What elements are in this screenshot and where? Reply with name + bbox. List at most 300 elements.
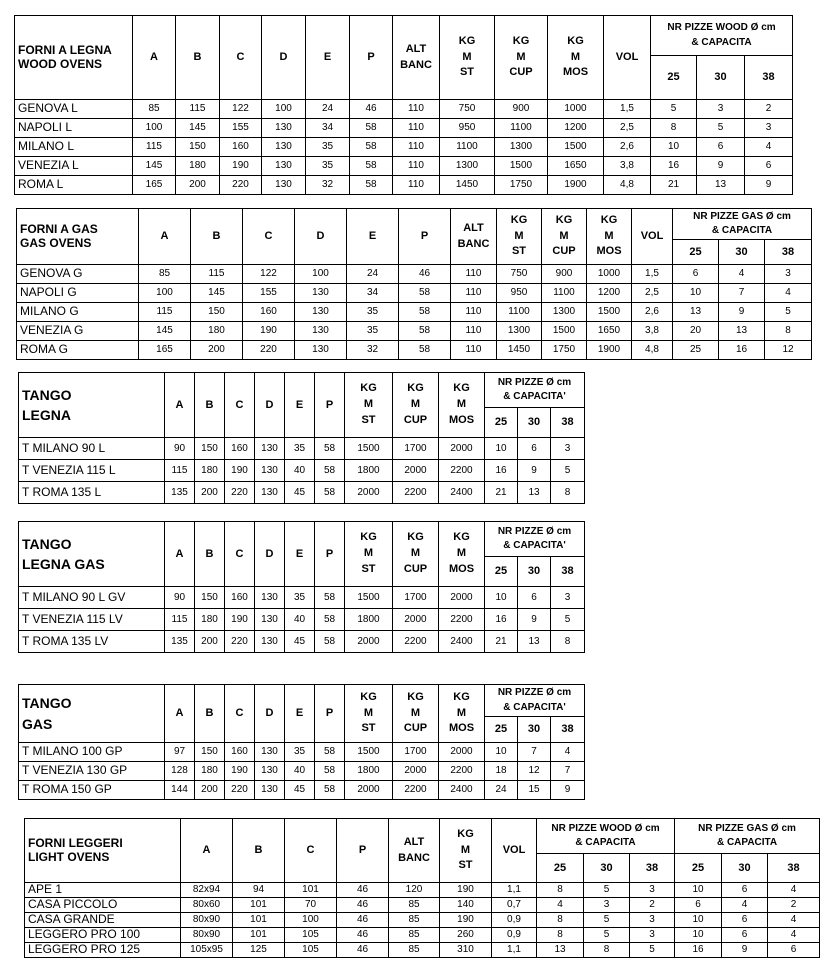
gas-ovens-table (16, 208, 812, 360)
row-value-cell: 130 (262, 119, 306, 138)
row-value-cell: 1700 (393, 587, 439, 609)
gas-capacity-size-30: 30 (722, 854, 768, 883)
row-value-cell: 145 (139, 322, 191, 341)
col-header-kg-m-st: KG M ST (345, 685, 393, 743)
capacity-size-38: 38 (745, 56, 793, 100)
row-value-cell: 135 (165, 482, 195, 504)
row-value-cell: 85 (389, 913, 440, 928)
row-value-cell: 190 (225, 609, 255, 631)
row-value-cell: 4,8 (604, 176, 651, 195)
row-value-cell: 85 (139, 265, 191, 284)
row-value-cell: 9 (518, 460, 551, 482)
table-title: TANGO LEGNA GAS (19, 522, 165, 587)
row-value-cell: 2200 (439, 609, 485, 631)
row-value-cell: 4 (768, 913, 820, 928)
row-model-name: APE 1 (25, 883, 181, 898)
row-value-cell: 105 (285, 943, 337, 958)
row-value-cell: 10 (485, 438, 518, 460)
capacity-header: NR PIZZE WOOD Ø cm & CAPACITA (651, 16, 793, 56)
row-value-cell: 200 (195, 631, 225, 653)
row-value-cell: 6 (722, 928, 768, 943)
row-value-cell: 310 (440, 943, 492, 958)
row-value-cell: 6 (722, 913, 768, 928)
row-value-cell: 180 (195, 762, 225, 781)
row-value-cell: 1650 (587, 322, 632, 341)
row-value-cell: 750 (497, 265, 542, 284)
table-row (15, 157, 793, 176)
row-value-cell: 100 (285, 913, 337, 928)
row-value-cell: 3 (551, 587, 585, 609)
col-header-a: A (133, 16, 176, 100)
col-header-kg-m-cup: KG M CUP (495, 16, 548, 100)
row-model-name: T ROMA 135 L (19, 482, 165, 504)
row-value-cell: 110 (393, 176, 440, 195)
row-model-name: VENEZIA L (15, 157, 133, 176)
row-value-cell: 5 (551, 609, 585, 631)
row-value-cell: 6 (768, 943, 820, 958)
row-value-cell: 4 (722, 898, 768, 913)
row-value-cell: 0,9 (492, 928, 537, 943)
wood-capacity-size-30: 30 (584, 854, 630, 883)
row-value-cell: 130 (255, 762, 285, 781)
row-value-cell: 35 (285, 438, 315, 460)
row-value-cell: 2,6 (632, 303, 673, 322)
row-value-cell: 150 (191, 303, 243, 322)
row-value-cell: 90 (165, 438, 195, 460)
row-value-cell: 9 (719, 303, 765, 322)
gas-capacity-size-25: 25 (675, 854, 722, 883)
row-value-cell: 16 (651, 157, 697, 176)
row-model-name: LEGGERO PRO 100 (25, 928, 181, 943)
row-value-cell: 180 (195, 460, 225, 482)
row-value-cell: 200 (191, 341, 243, 360)
row-value-cell: 8 (584, 943, 630, 958)
row-value-cell: 5 (651, 100, 697, 119)
gas-capacity-header: NR PIZZE GAS Ø cm & CAPACITA (675, 819, 820, 854)
row-value-cell: 100 (295, 265, 347, 284)
row-value-cell: 6 (697, 138, 745, 157)
row-value-cell: 13 (719, 322, 765, 341)
table-row (19, 482, 585, 504)
row-value-cell: 13 (518, 482, 551, 504)
row-value-cell: 85 (133, 100, 176, 119)
col-header-kg-m-cup: KG M CUP (393, 685, 439, 743)
row-value-cell: 1650 (548, 157, 604, 176)
row-value-cell: 128 (165, 762, 195, 781)
row-value-cell: 110 (393, 138, 440, 157)
row-value-cell: 180 (191, 322, 243, 341)
row-value-cell: 70 (285, 898, 337, 913)
capacity-size-38: 38 (551, 717, 585, 743)
row-value-cell: 35 (285, 743, 315, 762)
row-value-cell: 1100 (542, 284, 587, 303)
row-value-cell: 130 (255, 460, 285, 482)
row-value-cell: 7 (719, 284, 765, 303)
col-header-c: C (243, 209, 295, 265)
row-value-cell: 46 (399, 265, 451, 284)
row-value-cell: 115 (191, 265, 243, 284)
row-value-cell: 58 (315, 631, 345, 653)
row-value-cell: 3 (745, 119, 793, 138)
col-header-b: B (176, 16, 220, 100)
row-value-cell: 21 (485, 482, 518, 504)
row-value-cell: 160 (220, 138, 262, 157)
capacity-size-38: 38 (765, 240, 812, 265)
row-value-cell: 200 (176, 176, 220, 195)
row-value-cell: 58 (399, 322, 451, 341)
row-value-cell: 1500 (542, 322, 587, 341)
table-body (15, 100, 793, 195)
row-value-cell: 130 (295, 284, 347, 303)
row-value-cell: 750 (440, 100, 495, 119)
row-value-cell: 2000 (439, 438, 485, 460)
row-value-cell: 5 (584, 928, 630, 943)
row-value-cell: 2400 (439, 631, 485, 653)
row-value-cell: 100 (133, 119, 176, 138)
row-value-cell: 3 (630, 883, 675, 898)
col-header-b: B (233, 819, 285, 883)
row-value-cell: 190 (225, 460, 255, 482)
col-header-kg-m-mos: KG M MOS (439, 373, 485, 438)
wood-capacity-size-38: 38 (630, 854, 675, 883)
row-value-cell: 165 (139, 341, 191, 360)
row-value-cell: 105 (285, 928, 337, 943)
row-value-cell: 35 (347, 322, 399, 341)
row-value-cell: 150 (195, 743, 225, 762)
row-model-name: T VENEZIA 130 GP (19, 762, 165, 781)
row-value-cell: 35 (306, 157, 350, 176)
row-value-cell: 2000 (345, 631, 393, 653)
col-header-b: B (195, 522, 225, 587)
row-value-cell: 150 (195, 587, 225, 609)
row-value-cell: 24 (347, 265, 399, 284)
col-header-alt-banc: ALT BANC (393, 16, 440, 100)
row-value-cell: 12 (765, 341, 812, 360)
row-value-cell: 10 (651, 138, 697, 157)
table-row (17, 341, 812, 360)
row-value-cell: 2400 (439, 781, 485, 800)
row-value-cell: 130 (255, 781, 285, 800)
col-header-d: D (255, 522, 285, 587)
row-model-name: ROMA L (15, 176, 133, 195)
row-value-cell: 58 (399, 341, 451, 360)
row-value-cell: 140 (440, 898, 492, 913)
row-value-cell: 950 (497, 284, 542, 303)
table-row (19, 460, 585, 482)
row-value-cell: 85 (389, 928, 440, 943)
col-header-d: D (255, 373, 285, 438)
row-value-cell: 5 (697, 119, 745, 138)
light-ovens-table (24, 818, 820, 958)
row-model-name: T ROMA 150 GP (19, 781, 165, 800)
row-value-cell: 4,8 (632, 341, 673, 360)
table-row (25, 898, 820, 913)
row-value-cell: 0,9 (492, 913, 537, 928)
row-value-cell: 110 (451, 265, 497, 284)
row-value-cell: 1450 (497, 341, 542, 360)
row-value-cell: 82x94 (181, 883, 233, 898)
row-value-cell: 9 (697, 157, 745, 176)
row-value-cell: 13 (697, 176, 745, 195)
row-value-cell: 7 (551, 762, 585, 781)
row-value-cell: 35 (347, 303, 399, 322)
col-header-p: P (315, 685, 345, 743)
row-value-cell: 145 (191, 284, 243, 303)
col-header-kg-m-st: KG M ST (345, 373, 393, 438)
row-value-cell: 115 (165, 460, 195, 482)
row-value-cell: 80x90 (181, 928, 233, 943)
row-value-cell: 5 (584, 883, 630, 898)
col-header-e: E (285, 522, 315, 587)
table-title: TANGO LEGNA (19, 373, 165, 438)
row-value-cell: 80x60 (181, 898, 233, 913)
row-value-cell: 40 (285, 609, 315, 631)
row-value-cell: 160 (225, 743, 255, 762)
row-value-cell: 1750 (495, 176, 548, 195)
capacity-header: NR PIZZE Ø cm & CAPACITA' (485, 373, 585, 408)
row-value-cell: 9 (722, 943, 768, 958)
row-value-cell: 80x90 (181, 913, 233, 928)
row-value-cell: 1,5 (632, 265, 673, 284)
row-value-cell: 100 (139, 284, 191, 303)
tango-legna-table (18, 372, 585, 504)
row-value-cell: 1300 (495, 138, 548, 157)
col-header-vol: VOL (632, 209, 673, 265)
col-header-kg-m-mos: KG M MOS (439, 685, 485, 743)
table-row (17, 322, 812, 341)
table-row (19, 438, 585, 460)
table-body (19, 438, 585, 504)
col-header-b: B (195, 685, 225, 743)
row-value-cell: 6 (518, 587, 551, 609)
row-value-cell: 1900 (548, 176, 604, 195)
table-row (25, 928, 820, 943)
row-value-cell: 10 (675, 883, 722, 898)
row-model-name: ROMA G (17, 341, 139, 360)
row-value-cell: 125 (233, 943, 285, 958)
row-value-cell: 130 (255, 587, 285, 609)
row-value-cell: 8 (765, 322, 812, 341)
row-value-cell: 101 (233, 913, 285, 928)
row-value-cell: 220 (220, 176, 262, 195)
row-value-cell: 110 (451, 322, 497, 341)
col-header-alt-banc: ALT BANC (451, 209, 497, 265)
row-value-cell: 115 (133, 138, 176, 157)
row-value-cell: 130 (255, 609, 285, 631)
table-body (19, 587, 585, 653)
table-row (19, 609, 585, 631)
col-header-d: D (295, 209, 347, 265)
row-value-cell: 46 (337, 928, 389, 943)
row-value-cell: 110 (451, 341, 497, 360)
table-row (19, 587, 585, 609)
row-value-cell: 1300 (542, 303, 587, 322)
row-value-cell: 58 (350, 119, 393, 138)
row-value-cell: 1500 (345, 743, 393, 762)
row-value-cell: 130 (262, 176, 306, 195)
table-title: TANGO GAS (19, 685, 165, 743)
capacity-size-30: 30 (518, 408, 551, 438)
row-value-cell: 58 (315, 482, 345, 504)
col-header-c: C (225, 373, 255, 438)
row-value-cell: 10 (673, 284, 719, 303)
row-value-cell: 101 (285, 883, 337, 898)
table-title: FORNI A GAS GAS OVENS (17, 209, 139, 265)
table-row (17, 284, 812, 303)
row-value-cell: 94 (233, 883, 285, 898)
row-value-cell: 115 (176, 100, 220, 119)
row-value-cell: 110 (393, 157, 440, 176)
row-value-cell: 2000 (393, 762, 439, 781)
row-value-cell: 190 (225, 762, 255, 781)
row-model-name: GENOVA L (15, 100, 133, 119)
row-value-cell: 40 (285, 762, 315, 781)
row-value-cell: 145 (133, 157, 176, 176)
row-value-cell: 35 (306, 138, 350, 157)
row-value-cell: 8 (537, 883, 584, 898)
table-row (15, 119, 793, 138)
row-value-cell: 10 (675, 913, 722, 928)
row-value-cell: 15 (518, 781, 551, 800)
row-value-cell: 24 (485, 781, 518, 800)
table-row (25, 913, 820, 928)
row-model-name: CASA GRANDE (25, 913, 181, 928)
row-model-name: T VENEZIA 115 L (19, 460, 165, 482)
row-value-cell: 58 (315, 609, 345, 631)
row-value-cell: 32 (347, 341, 399, 360)
row-model-name: VENEZIA G (17, 322, 139, 341)
row-value-cell: 1800 (345, 460, 393, 482)
col-header-kg-m-st: KG M ST (440, 16, 495, 100)
row-value-cell: 6 (722, 883, 768, 898)
row-value-cell: 3 (551, 438, 585, 460)
row-value-cell: 2,5 (632, 284, 673, 303)
row-value-cell: 13 (518, 631, 551, 653)
row-value-cell: 2000 (345, 482, 393, 504)
row-value-cell: 16 (719, 341, 765, 360)
capacity-size-30: 30 (518, 717, 551, 743)
row-value-cell: 1800 (345, 762, 393, 781)
row-value-cell: 6 (745, 157, 793, 176)
row-value-cell: 13 (673, 303, 719, 322)
wood-capacity-size-25: 25 (537, 854, 584, 883)
col-header-c: C (220, 16, 262, 100)
row-value-cell: 150 (176, 138, 220, 157)
row-value-cell: 1450 (440, 176, 495, 195)
row-value-cell: 21 (651, 176, 697, 195)
capacity-size-30: 30 (697, 56, 745, 100)
row-value-cell: 4 (745, 138, 793, 157)
row-value-cell: 35 (285, 587, 315, 609)
row-value-cell: 1,1 (492, 943, 537, 958)
col-header-e: E (285, 373, 315, 438)
row-value-cell: 2200 (439, 460, 485, 482)
row-value-cell: 130 (255, 482, 285, 504)
row-value-cell: 10 (675, 928, 722, 943)
row-value-cell: 900 (542, 265, 587, 284)
row-value-cell: 58 (315, 460, 345, 482)
row-value-cell: 40 (285, 460, 315, 482)
row-value-cell: 180 (176, 157, 220, 176)
row-value-cell: 2200 (439, 762, 485, 781)
row-value-cell: 1100 (495, 119, 548, 138)
row-model-name: T MILANO 90 L (19, 438, 165, 460)
row-model-name: NAPOLI L (15, 119, 133, 138)
row-value-cell: 7 (518, 743, 551, 762)
row-value-cell: 110 (393, 119, 440, 138)
table-row (15, 100, 793, 119)
row-value-cell: 2 (630, 898, 675, 913)
row-value-cell: 46 (337, 913, 389, 928)
row-value-cell: 6 (675, 898, 722, 913)
col-header-kg-m-cup: KG M CUP (393, 522, 439, 587)
col-header-vol: VOL (492, 819, 537, 883)
row-value-cell: 200 (195, 781, 225, 800)
row-value-cell: 1300 (440, 157, 495, 176)
row-value-cell: 1000 (587, 265, 632, 284)
row-value-cell: 85 (389, 943, 440, 958)
row-value-cell: 100 (262, 100, 306, 119)
row-value-cell: 2,6 (604, 138, 651, 157)
row-value-cell: 260 (440, 928, 492, 943)
col-header-p: P (399, 209, 451, 265)
row-value-cell: 4 (768, 883, 820, 898)
row-value-cell: 155 (243, 284, 295, 303)
row-value-cell: 1800 (345, 609, 393, 631)
row-value-cell: 20 (673, 322, 719, 341)
row-value-cell: 1200 (548, 119, 604, 138)
row-value-cell: 2000 (393, 609, 439, 631)
row-value-cell: 58 (315, 762, 345, 781)
row-value-cell: 120 (389, 883, 440, 898)
row-value-cell: 122 (220, 100, 262, 119)
row-value-cell: 10 (485, 587, 518, 609)
row-value-cell: 1500 (548, 138, 604, 157)
col-header-c: C (225, 685, 255, 743)
row-value-cell: 190 (440, 913, 492, 928)
row-value-cell: 25 (673, 341, 719, 360)
row-value-cell: 2400 (439, 482, 485, 504)
row-value-cell: 3 (697, 100, 745, 119)
capacity-size-25: 25 (485, 717, 518, 743)
col-header-vol: VOL (604, 16, 651, 100)
row-value-cell: 900 (495, 100, 548, 119)
row-value-cell: 8 (537, 913, 584, 928)
row-value-cell: 4 (765, 284, 812, 303)
row-value-cell: 8 (551, 631, 585, 653)
row-value-cell: 1700 (393, 743, 439, 762)
row-value-cell: 1500 (587, 303, 632, 322)
row-value-cell: 110 (451, 303, 497, 322)
row-value-cell: 16 (485, 609, 518, 631)
row-value-cell: 1700 (393, 438, 439, 460)
row-value-cell: 130 (262, 138, 306, 157)
row-value-cell: 101 (233, 928, 285, 943)
row-value-cell: 8 (651, 119, 697, 138)
capacity-size-30: 30 (518, 557, 551, 587)
capacity-size-25: 25 (485, 557, 518, 587)
row-value-cell: 2000 (439, 587, 485, 609)
row-value-cell: 3,8 (604, 157, 651, 176)
table-row (25, 883, 820, 898)
row-value-cell: 5 (584, 913, 630, 928)
table-body (25, 883, 820, 958)
row-value-cell: 46 (337, 943, 389, 958)
row-value-cell: 58 (315, 587, 345, 609)
col-header-e: E (347, 209, 399, 265)
row-value-cell: 101 (233, 898, 285, 913)
col-header-b: B (191, 209, 243, 265)
